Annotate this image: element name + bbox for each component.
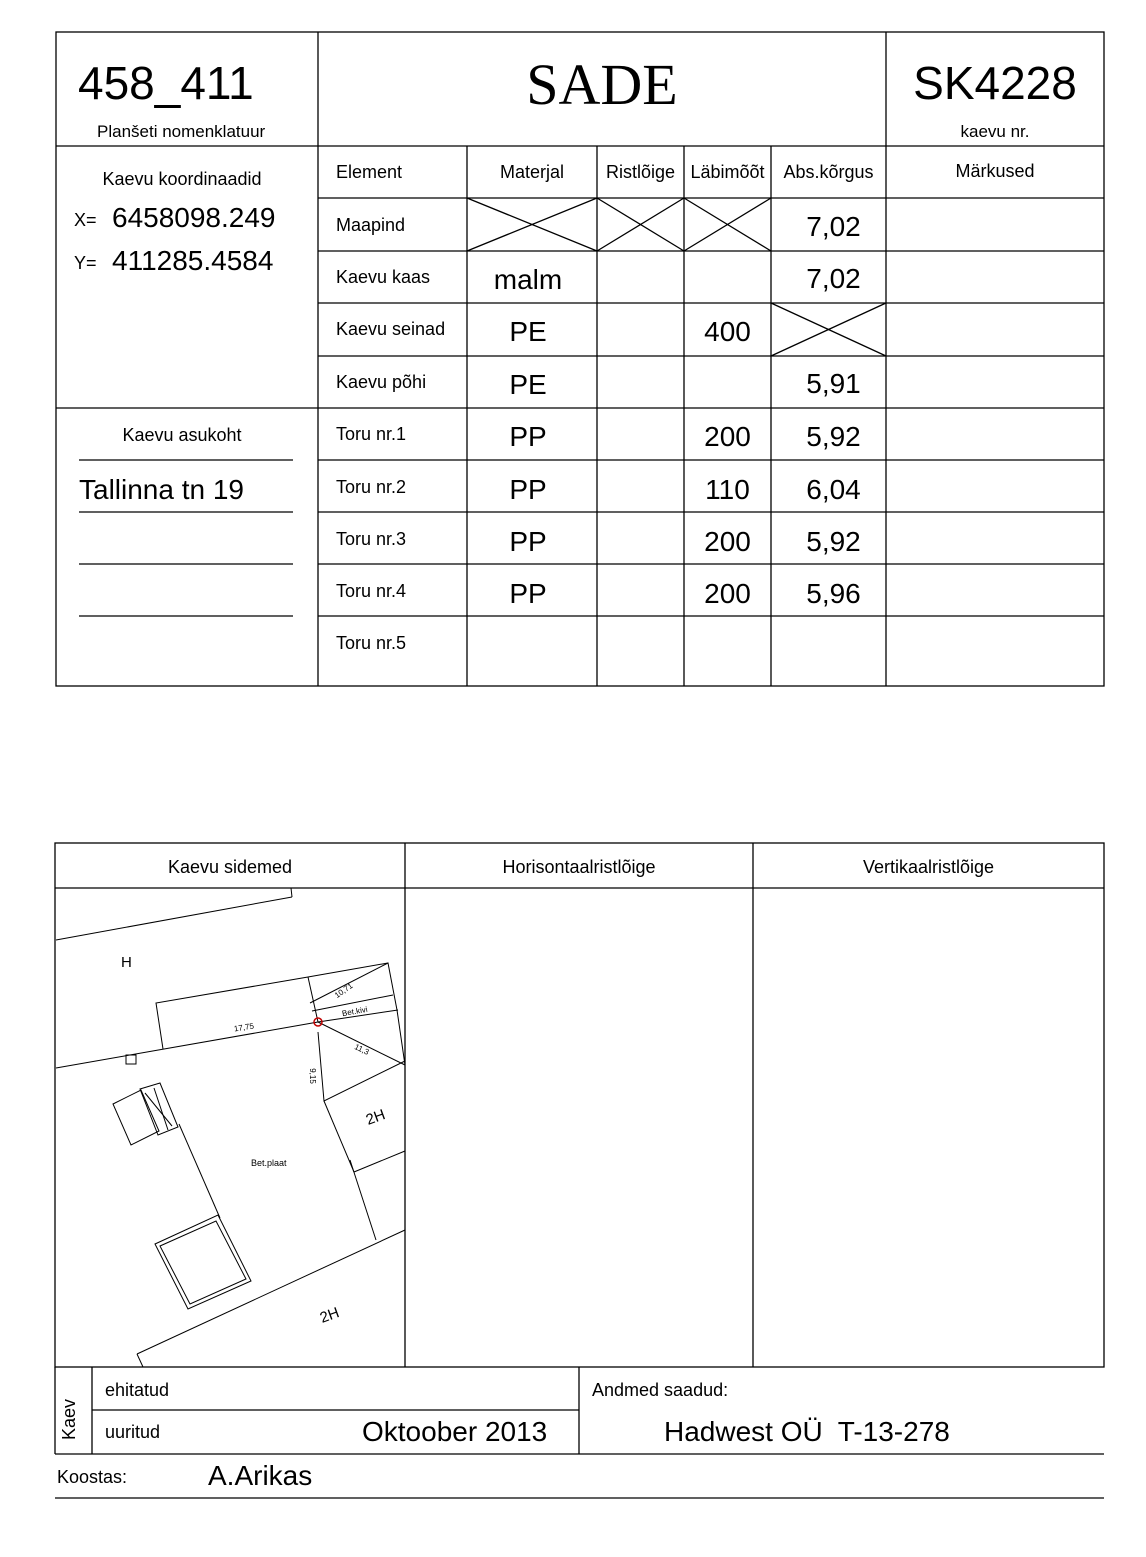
row-elevation: 5,96 [806, 578, 861, 609]
header-diameter: Läbimõõt [690, 162, 765, 182]
row-element: Toru nr.2 [336, 477, 407, 497]
surveyed-date: Oktoober 2013 [362, 1416, 548, 1447]
row-element: Maapind [336, 215, 406, 235]
row-element: Toru nr.5 [336, 633, 407, 653]
row-element: Toru nr.4 [336, 581, 407, 601]
row-diameter: 110 [705, 474, 750, 505]
section-vertical-title: Vertikaalristlõige [862, 857, 995, 877]
row-elevation: 5,92 [806, 421, 861, 452]
y-coordinate: 411285.4584 [112, 245, 274, 276]
x-prefix: X= [74, 210, 97, 230]
sketch-label: 2H [363, 1106, 388, 1129]
row-elevation: 7,02 [806, 263, 861, 294]
data-source: Hadwest OÜ T-13-278 [664, 1416, 950, 1447]
row-element: Kaevu seinad [336, 319, 446, 339]
document-title: SADE [526, 52, 678, 117]
row-material: PP [509, 578, 547, 609]
section-links-title: Kaevu sidemed [167, 857, 293, 877]
row-diameter: 400 [704, 316, 751, 347]
row-material: PP [509, 421, 547, 452]
row-material: PP [509, 474, 547, 505]
row-element: Kaevu põhi [336, 372, 427, 392]
sketch-label: Bet.plaat [251, 1158, 287, 1168]
well-label: kaevu nr. [960, 122, 1030, 141]
header-elevation: Abs.kõrgus [783, 162, 874, 182]
header-notes: Märkused [955, 161, 1035, 181]
row-element: Toru nr.3 [336, 529, 407, 549]
header-element: Element [336, 162, 403, 182]
row-material: PP [509, 526, 547, 557]
header-material: Materjal [499, 162, 565, 182]
compiled-label: Koostas: [57, 1467, 128, 1487]
row-material: malm [493, 264, 563, 295]
row-element: Toru nr.1 [336, 424, 407, 444]
sketch-label: 10,71 [332, 981, 355, 1001]
row-diameter: 200 [704, 578, 751, 609]
row-elevation: 7,02 [806, 211, 861, 242]
row-elevation: 6,04 [806, 474, 861, 505]
row-material: PE [509, 369, 547, 400]
sketch-label: 11,3 [353, 1042, 371, 1057]
row-elevation: 5,91 [806, 368, 861, 399]
surveyed-label: uuritud [105, 1422, 161, 1442]
x-coordinate: 6458098.249 [112, 202, 276, 233]
sketch-label: 2H [317, 1304, 342, 1327]
row-diameter: 200 [704, 421, 751, 452]
built-label: ehitatud [105, 1380, 170, 1400]
coordinates-label: Kaevu koordinaadid [102, 169, 262, 189]
row-material: PE [509, 316, 547, 347]
sketch-label: H [121, 954, 132, 971]
footer-side-label: Kaev [59, 1398, 79, 1440]
row-diameter: 200 [704, 526, 751, 557]
sketch-label: Bet.kivi [341, 1004, 369, 1019]
row-element: Kaevu kaas [336, 267, 431, 287]
data-source-label: Andmed saadud: [592, 1380, 729, 1400]
compiled-by: A.Arikas [208, 1460, 313, 1491]
header-section: Ristlõige [605, 162, 676, 182]
sheet-number: 458_411 [78, 57, 254, 109]
sketch-label: 9,15 [307, 1068, 317, 1084]
location-label: Kaevu asukoht [122, 425, 242, 445]
y-prefix: Y= [74, 253, 97, 273]
well-number: SK4228 [913, 57, 1077, 109]
location-line-1: Tallinna tn 19 [79, 474, 245, 505]
row-elevation: 5,92 [806, 526, 861, 557]
sheet-label: Planšeti nomenklatuur [97, 122, 266, 141]
sketch-label: 17,75 [233, 1021, 255, 1034]
site-sketch [56, 888, 405, 1367]
section-horizontal-title: Horisontaalristlõige [502, 857, 656, 877]
